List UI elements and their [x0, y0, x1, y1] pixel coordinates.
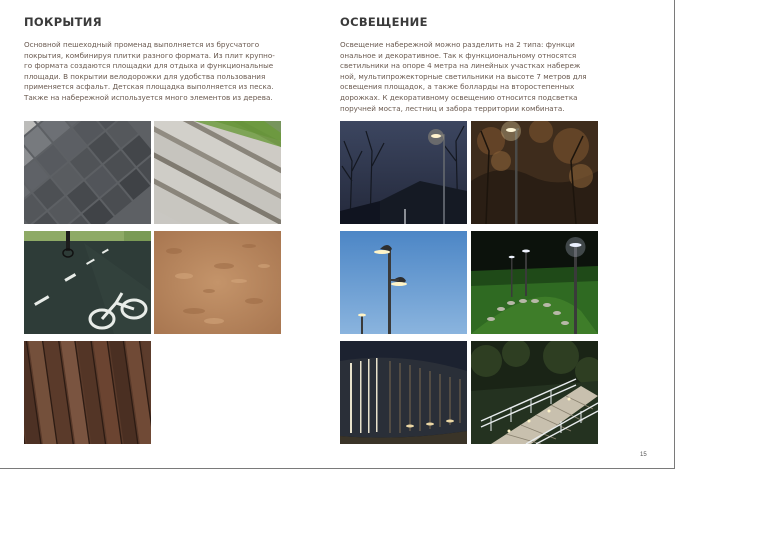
- section-title-lighting: ОСВЕЩЕНИЕ: [340, 15, 428, 29]
- lighting-paragraph: [340, 40, 630, 114]
- park-path-lights-photo: [471, 231, 598, 334]
- lighting-line: дорожках. К декоративному освещению относится подсветка: [340, 92, 578, 102]
- section-title-coverings: ПОКРЫТИЯ: [24, 15, 102, 29]
- coverings-line: применяется асфальт. Детская площадка выполняется из песка.: [24, 82, 274, 92]
- coverings-line: го формата создаются площадки для отдыха и функциональные: [24, 61, 274, 71]
- lighting-line: ональное и декоративное. Так к функциональному относятся: [340, 50, 577, 60]
- coverings-line: Также на набережной используется много элементов из дерева.: [24, 92, 273, 102]
- coverings-line: Основной пешеходный променад выполняется из брусчатого: [24, 40, 260, 49]
- street-lamp-night-photo: [340, 121, 467, 224]
- coverings-line: покрытия, комбинируя плитки разного формата. Из плит крупно-: [24, 50, 275, 60]
- coverings-paragraph: [24, 40, 314, 104]
- wood-deck-photo: [24, 341, 151, 444]
- lighting-line: освещения площадок, а также болларды на второстепенных: [340, 82, 575, 92]
- paving-tiles-photo: [24, 121, 151, 224]
- lamp-post-sky-photo: [340, 231, 467, 334]
- lighting-line: ной, мультипрожекторные светильники на высоте 7 метров для: [340, 71, 587, 81]
- sand-photo: [154, 231, 281, 334]
- page-number: 15: [640, 452, 647, 458]
- grass-pavers-photo: [154, 121, 281, 224]
- lit-wall-photo: [340, 341, 467, 444]
- lighting-line: светильники на опоре 4 метра на линейных участках набереж: [340, 61, 581, 71]
- lighting-line: Освещение набережной можно разделить на 2 типа: функци: [340, 40, 575, 49]
- boardwalk-railing-photo: [471, 341, 598, 444]
- coverings-line: площади. В покрытии велодорожки для удобства пользования: [24, 71, 266, 81]
- lighting-line: поручней моста, лестниц и забора территории комбината.: [340, 103, 565, 113]
- lamp-post-trees-photo: [471, 121, 598, 224]
- bike-path-photo: [24, 231, 151, 334]
